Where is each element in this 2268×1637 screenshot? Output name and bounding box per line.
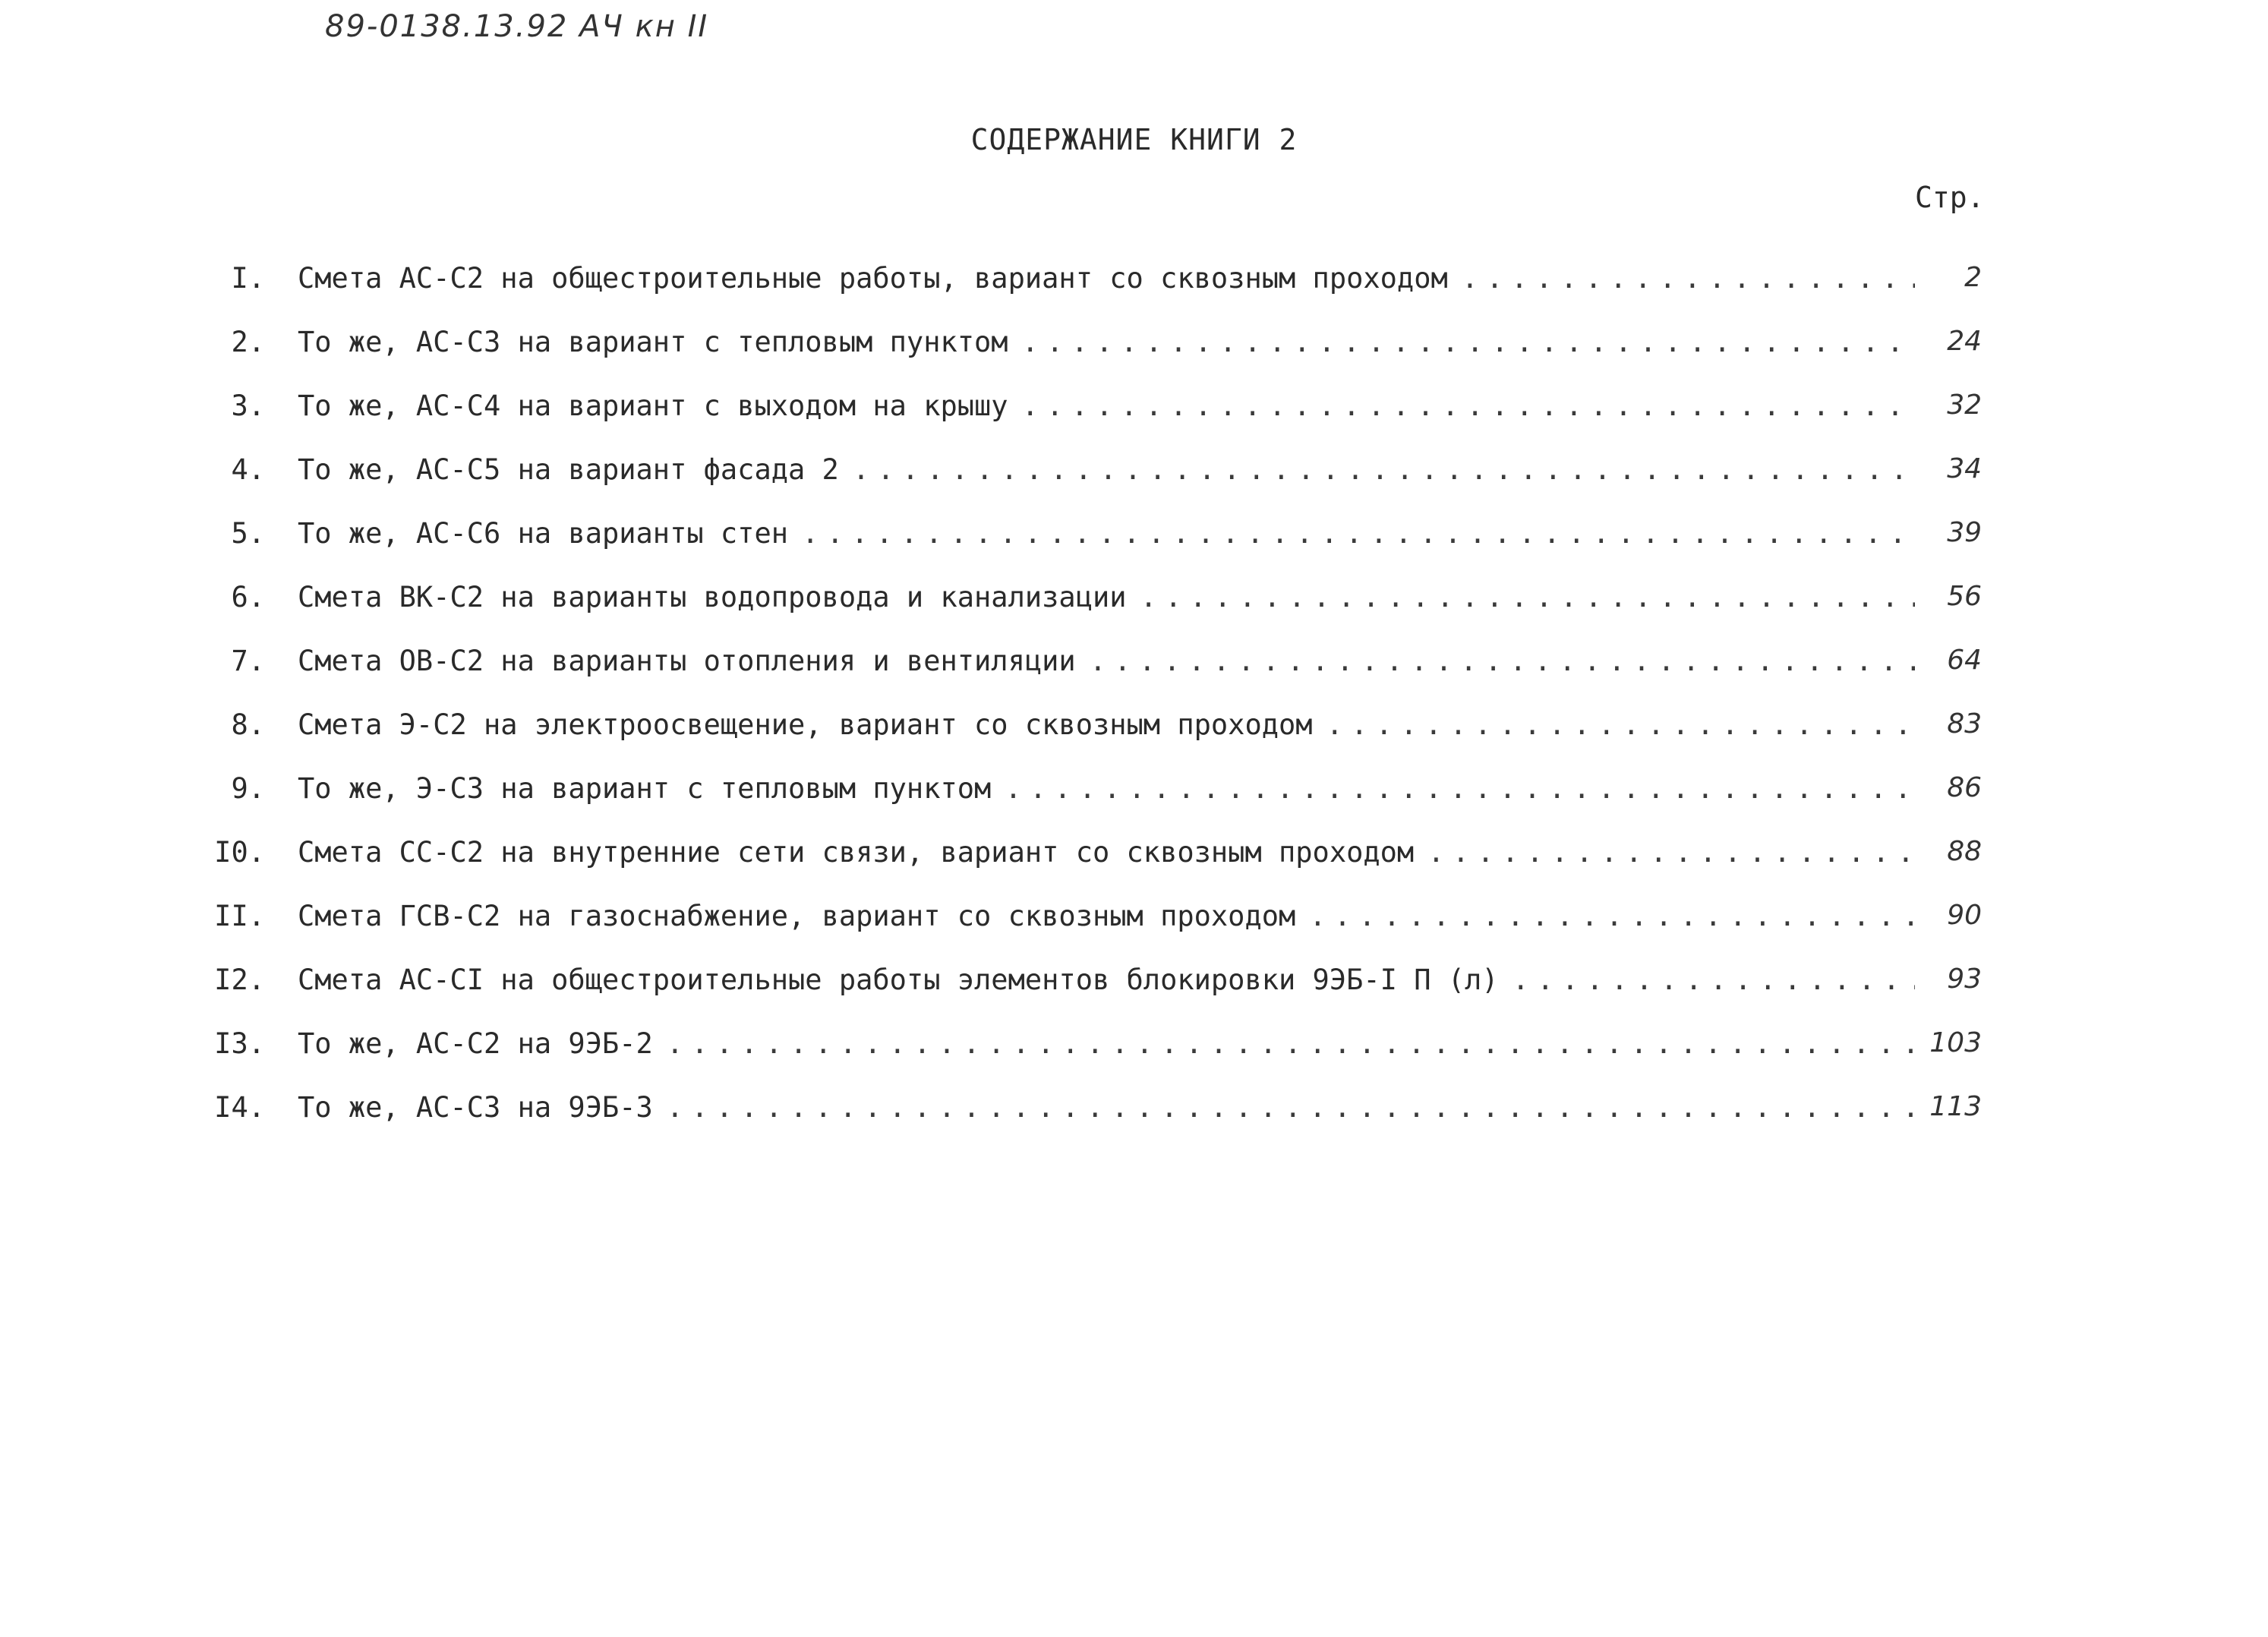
toc-entry[interactable] xyxy=(0,900,2268,945)
toc-entry-title: То же, Э-С3 на вариант с тепловым пунктом xyxy=(298,772,992,805)
toc-entry-number: 2. xyxy=(231,326,265,358)
toc-dot-leader xyxy=(1022,326,1915,358)
toc-entry[interactable] xyxy=(0,581,2268,626)
toc-entry-page: 93 xyxy=(1947,964,1982,995)
toc-entry-title: То же, АС-С5 на вариант фасада 2 xyxy=(298,453,839,486)
toc-entry-page: 2 xyxy=(1964,262,1982,293)
toc-entry[interactable] xyxy=(0,708,2268,754)
toc-entry-page: 83 xyxy=(1947,708,1982,740)
toc-entry-page: 103 xyxy=(1929,1027,1982,1058)
toc-entry-title: То же, АС-С4 на вариант с выходом на крышу xyxy=(298,390,1008,422)
document-code-stamp: 89-0138.13.92 АЧ кн II xyxy=(325,9,709,44)
toc-entry[interactable] xyxy=(0,1091,2268,1137)
toc-dot-leader xyxy=(1005,772,1915,805)
toc-entry-number: 9. xyxy=(231,772,265,805)
toc-entry-title: Смета ГСВ-С2 на газоснабжение, вариант со сквозным проходом xyxy=(298,900,1296,932)
toc-entry[interactable] xyxy=(0,453,2268,499)
toc-dot-leader xyxy=(1427,836,1915,869)
toc-entry-title: Смета ВК-С2 на варианты водопровода и канализации xyxy=(298,581,1127,613)
toc-entry-number: I0. xyxy=(214,836,265,869)
toc-entry-title: То же, АС-С3 на вариант с тепловым пунктом xyxy=(298,326,1008,358)
toc-entry-title: Смета СС-С2 на внутренние сети связи, вариант со сквозным проходом xyxy=(298,836,1415,869)
toc-dot-leader xyxy=(1326,708,1915,741)
toc-entry-page: 32 xyxy=(1947,390,1982,421)
toc-entry-number: 8. xyxy=(231,708,265,741)
document-title: СОДЕРЖАНИЕ КНИГИ 2 xyxy=(970,123,1298,156)
toc-entry[interactable] xyxy=(0,326,2268,371)
toc-entry-page: 39 xyxy=(1947,517,1982,548)
toc-entry-title: Смета Э-С2 на электроосвещение, вариант со сквозным проходом xyxy=(298,708,1313,741)
toc-dot-leader xyxy=(667,1027,1915,1060)
toc-dot-leader xyxy=(853,453,1915,486)
toc-entry-page: 56 xyxy=(1947,581,1982,612)
toc-dot-leader xyxy=(802,517,1915,550)
toc-entry-title: Смета АС-С2 на общестроительные работы, вариант со сквозным проходом xyxy=(298,262,1448,295)
toc-entry-title: То же, АС-С6 на варианты стен xyxy=(298,517,789,550)
toc-entry-number: I. xyxy=(231,262,265,295)
toc-entry[interactable] xyxy=(0,964,2268,1009)
toc-entry-page: 24 xyxy=(1947,326,1982,357)
page-column-label: Стр. xyxy=(1915,181,1985,214)
toc-entry-title: Смета ОВ-С2 на варианты отопления и вентиляции xyxy=(298,645,1076,677)
toc-entry-number: 4. xyxy=(231,453,265,486)
toc-entry[interactable] xyxy=(0,645,2268,690)
toc-entry-number: 6. xyxy=(231,581,265,613)
toc-entry-number: I4. xyxy=(214,1091,265,1124)
toc-entry[interactable] xyxy=(0,390,2268,435)
toc-entry-number: I2. xyxy=(214,964,265,996)
toc-entry-number: 5. xyxy=(231,517,265,550)
toc-entry-page: 64 xyxy=(1947,645,1982,676)
toc-entry-title: То же, АС-С2 на 9ЭБ-2 xyxy=(298,1027,653,1060)
toc-dot-leader xyxy=(1022,390,1915,422)
toc-dot-leader xyxy=(1140,581,1915,613)
toc-entry-page: 113 xyxy=(1929,1091,1982,1122)
toc-dot-leader xyxy=(1090,645,1915,677)
toc-entry-page: 34 xyxy=(1947,453,1982,484)
toc-entry-number: 7. xyxy=(231,645,265,677)
toc-entry-title: Смета АС-СI на общестроительные работы элементов блокировки 9ЭБ-I П (л) xyxy=(298,964,1499,996)
toc-entry-number: I3. xyxy=(214,1027,265,1060)
toc-entry[interactable] xyxy=(0,836,2268,882)
toc-entry[interactable] xyxy=(0,772,2268,818)
toc-entry-title: То же, АС-С3 на 9ЭБ-3 xyxy=(298,1091,653,1124)
toc-entry-number: 3. xyxy=(231,390,265,422)
toc-entry-page: 88 xyxy=(1947,836,1982,867)
toc-entry[interactable] xyxy=(0,517,2268,563)
toc-dot-leader xyxy=(1309,900,1915,932)
toc-dot-leader xyxy=(1462,262,1915,295)
toc-entry-number: II. xyxy=(214,900,265,932)
toc-dot-leader xyxy=(667,1091,1915,1124)
toc-entry[interactable] xyxy=(0,262,2268,308)
toc-entry-page: 90 xyxy=(1947,900,1982,931)
toc-dot-leader xyxy=(1513,964,1915,996)
toc-entry-page: 86 xyxy=(1947,772,1982,803)
toc-entry[interactable] xyxy=(0,1027,2268,1073)
